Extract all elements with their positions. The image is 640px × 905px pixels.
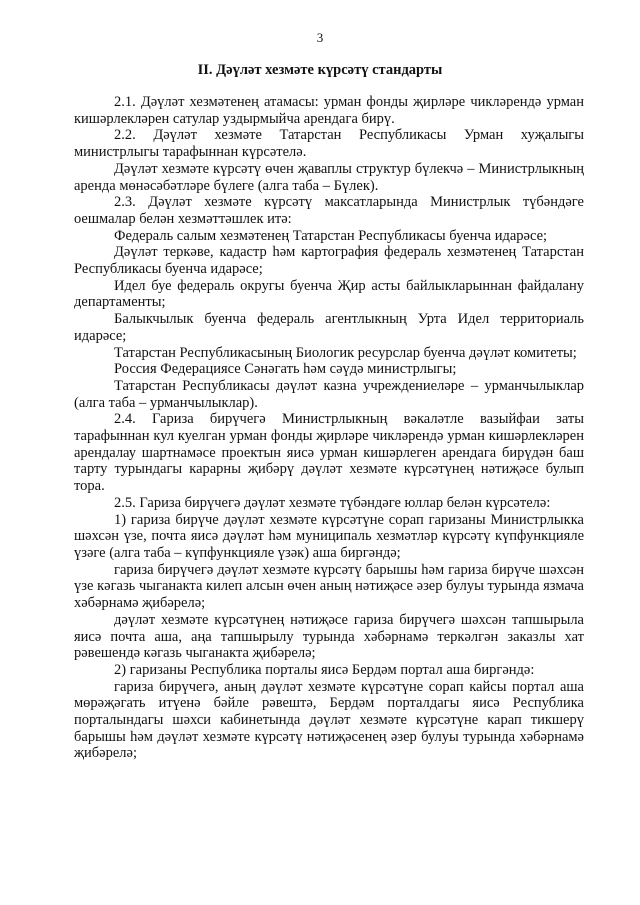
paragraph: Татарстан Республикасының Биологик ресурслар буенча дәүләт комитеты;: [114, 344, 577, 361]
paragraph: дәүләт хезмәте күрсәтүнең нәтиҗәсе гариза бирүчегә шәхсән тапшырыла яисә почта аша, аңа тапшырылу турында хәбәрнамә теркәлгән заказлы хат рәвешендә кәгазь чыганакта җибәрелә;: [74, 611, 584, 662]
paragraph: гариза бирүчегә дәүләт хезмәте күрсәтү барышы һәм гариза бирүче шәхсән үзе кәгазь чыганакта килеп алсын өчен аның нәтиҗәсе әзер булуы турында язмача хәбәрнамә җибәрелә;: [74, 561, 584, 612]
paragraph: 2.5. Гариза бирүчегә дәүләт хезмәте түбәндәге юллар белән күрсәтелә:: [114, 494, 551, 511]
paragraph: Дәүләт теркәве, кадастр һәм картография федераль хезмәтенең Татарстан Республикасы буенча идарәсе;: [74, 244, 584, 278]
paragraph: Федераль салым хезмәтенең Татарстан Республикасы буенча идарәсе;: [114, 227, 548, 244]
paragraph: 2.4. Гариза бирүчегә Министрлыкның вәкаләтле вазыйфаи заты тарафыннан кул куелган урман фонды җирләре чикләрендә урман кишәрлекләрен арендалау шартнамәсе проектын яисә урман кишәрлеген арендага бирүдән баш тарту турындагы карарны җибәрү дәүләт хезмәте күрсәтүнең нәтиҗәсе булып тора.: [74, 411, 584, 495]
paragraph: Идел буе федераль округы буенча Җир асты байлыкларыннан файдалану департаменты;: [74, 277, 584, 311]
document-body: [74, 94, 584, 762]
paragraph: Россия Федерациясе Сәнәгать һәм сәүдә министрлыгы;: [114, 361, 457, 378]
page-number: 3: [316, 30, 324, 45]
section-heading: II. Дәүләт хезмәте күрсәтү стандарты: [197, 62, 443, 78]
paragraph: 2.2. Дәүләт хезмәте Татарстан Республикасы Урман хуҗалыгы министрлыгы тарафыннан күрсәтелә.: [74, 127, 584, 161]
paragraph: гариза бирүчегә, аның дәүләт хезмәте күрсәтүне сорап кайсы портал аша мөрәҗәгать итүенә бәйле рәвештә, Бердәм порталдагы яисә Республика порталындагы шәхси кабинетында дәүләт хезмәте күрсәтүне карап тикшерү барышы һәм дәүләт хезмәте күрсәтү нәтиҗәсенең әзер булуы турында хәбәрнамә җибәрелә;: [74, 678, 584, 762]
paragraph: 1) гариза бирүче дәүләт хезмәте күрсәтүне сорап гаризаны Министрлыкка шәхсән үзе, почта яисә дәүләт һәм муниципаль хезмәтләр күрсәтү күпфункцияле үзәге (алга таба – күпфункцияле үзәк) аша биргәндә;: [74, 511, 584, 561]
paragraph: 2.3. Дәүләт хезмәте күрсәтү максатларында Министрлык түбәндәге оешмалар белән хезмәттәшлек итә:: [74, 194, 584, 227]
paragraph: Татарстан Республикасы дәүләт казна учреждениеләре – урманчылыклар (алга таба – урманчылыклар).: [74, 377, 584, 411]
paragraph: Дәүләт хезмәте күрсәтү өчен җаваплы структур бүлекчә – Министрлыкның аренда мөнәсәбәтләре бүлеге (алга таба – Бүлек).: [74, 160, 584, 194]
paragraph: 2) гаризаны Республика порталы яисә Бердәм портал аша биргәндә:: [114, 661, 535, 678]
paragraph: 2.1. Дәүләт хезмәтенең атамасы: урман фонды җирләре чикләрендә урман кишәрлекләрен сатулар уздырмыйча арендага бирү.: [74, 94, 584, 127]
paragraph: Балыкчылык буенча федераль агентлыкның Урта Идел территориаль идарәсе;: [74, 311, 584, 344]
